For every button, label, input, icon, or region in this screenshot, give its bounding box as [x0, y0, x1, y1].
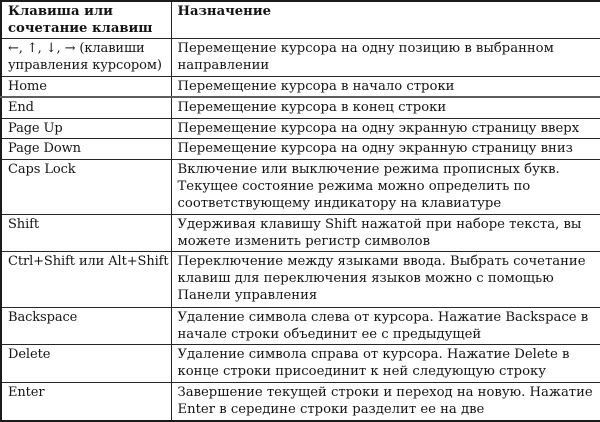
description-cell: Включение или выключение режима прописных букв. Текущее состояние режима можно определить по соответствующему индикатору на клавиатуре [171, 159, 600, 214]
key-cell: Caps Lock [1, 159, 171, 214]
description-cell: Удаление символа справа от курсора. Нажатие Delete в конце строки присоединит к ней следующую строку [171, 345, 600, 383]
table-row [1, 159, 600, 214]
key-cell: ←, ↑, ↓, → (клавиши управления курсором) [1, 39, 171, 77]
table-row [1, 139, 600, 159]
description-cell: Перемещение курсора на одну экранную страницу вниз [171, 139, 600, 159]
key-cell: Ctrl+Shift или Alt+Shift [1, 252, 171, 307]
table-body [1, 39, 600, 422]
column-header-purpose: Назначение [171, 1, 600, 39]
description-cell: Перемещение курсора на одну экранную страницу вверх [171, 118, 600, 138]
column-header-key-combination: Клавиша или сочетание клавиш [1, 1, 171, 39]
description-cell: Перемещение курсора на одну позицию в выбранном направлении [171, 39, 600, 77]
key-cell: Shift [1, 214, 171, 252]
key-cell: Page Up [1, 118, 171, 138]
table-row [1, 118, 600, 138]
key-cell: Delete [1, 345, 171, 383]
table-row [1, 383, 600, 421]
description-cell: Переключение между языками ввода. Выбрать сочетание клавиш для переключения языков можно с помощью Панели управления [171, 252, 600, 307]
table-row [1, 307, 600, 345]
key-cell: Home [1, 76, 171, 97]
table-header-row [1, 1, 600, 39]
description-cell: Удерживая клавишу Shift нажатой при наборе текста, вы можете изменить регистр символов [171, 214, 600, 252]
key-cell: Backspace [1, 307, 171, 345]
table-row [1, 76, 600, 97]
key-cell: End [1, 97, 171, 118]
table-row [1, 252, 600, 307]
key-cell: Page Down [1, 139, 171, 159]
table-row [1, 345, 600, 383]
description-cell: Перемещение курсора в конец строки [171, 97, 600, 118]
key-cell: Enter [1, 383, 171, 421]
table-row [1, 214, 600, 252]
table-row [1, 97, 600, 118]
table-row [1, 39, 600, 77]
description-cell: Завершение текущей строки и переход на новую. Нажатие Enter в середине строки разделит ее на две [171, 383, 600, 421]
description-cell: Удаление символа слева от курсора. Нажатие Backspace в начале строки объединит ее с предыдущей [171, 307, 600, 345]
description-cell: Перемещение курсора в начало строки [171, 76, 600, 97]
